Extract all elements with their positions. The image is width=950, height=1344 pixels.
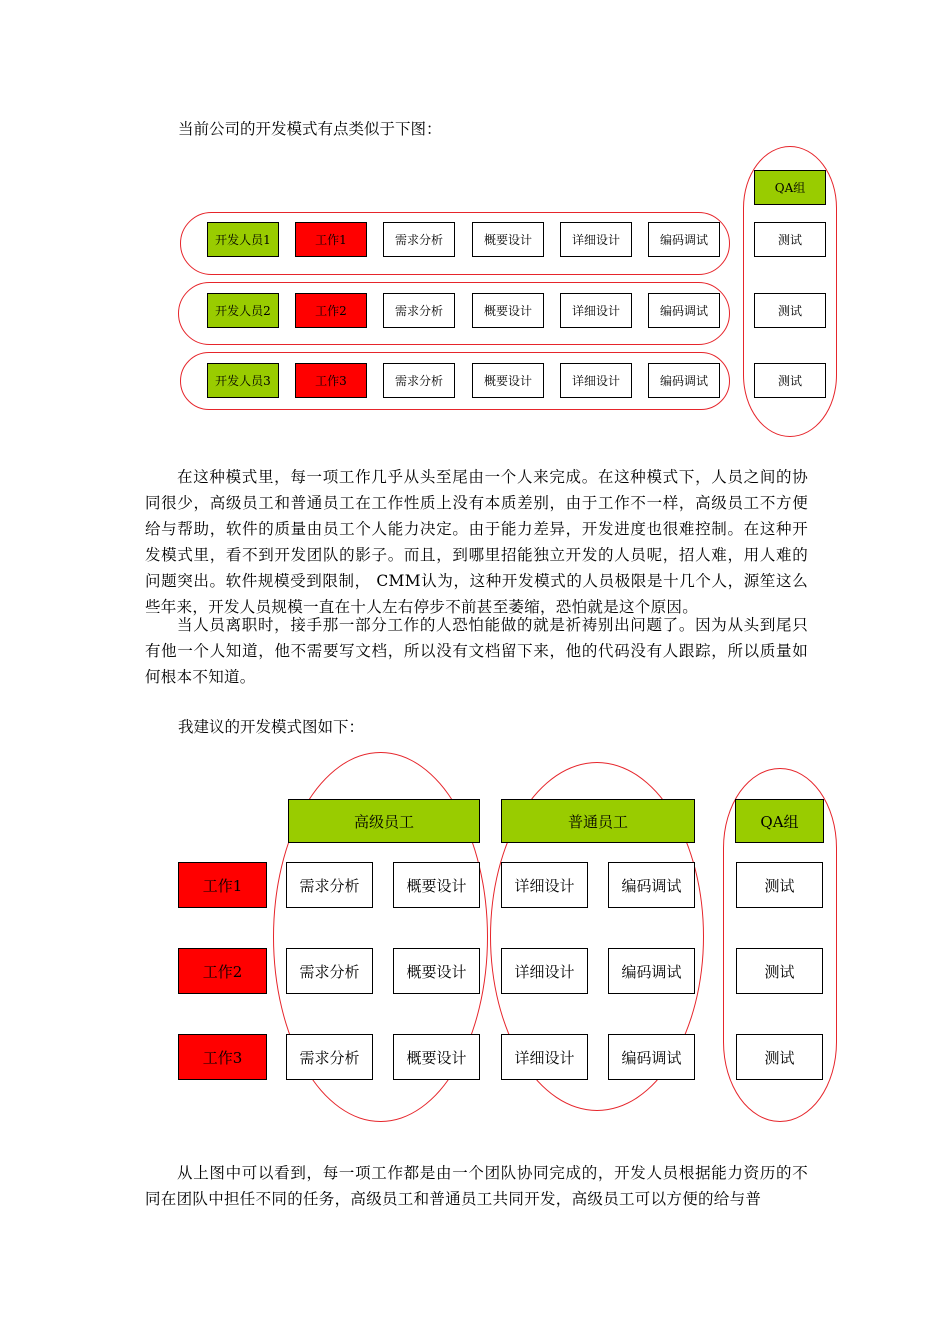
work-1-box: 工作1 [178, 862, 267, 908]
developer-2-box: 开发人员2 [207, 293, 279, 328]
test-box: 测试 [736, 948, 823, 994]
regular-staff-header: 普通员工 [501, 799, 695, 843]
test-box: 测试 [754, 363, 826, 398]
step-outline-design-box: 概要设计 [472, 222, 544, 257]
step-coding-box: 编码调试 [608, 1034, 695, 1080]
step-detail-design-box: 详细设计 [560, 222, 632, 257]
qa-group-header: QA组 [735, 799, 824, 843]
work-2-box: 工作2 [178, 948, 267, 994]
step-outline-design-box: 概要设计 [472, 293, 544, 328]
developer-1-box: 开发人员1 [207, 222, 279, 257]
paragraph-proposed-mode-analysis: 从上图中可以看到，每一项工作都是由一个团队协同完成的，开发人员根据能力资历的不同在团队中担任不同的任务，高级员工和普通员工共同开发，高级员工可以方便的给与普 [145, 1164, 808, 1208]
step-detail-design-box: 详细设计 [501, 948, 588, 994]
step-requirements-box: 需求分析 [383, 363, 455, 398]
senior-staff-header: 高级员工 [288, 799, 480, 843]
test-box: 测试 [736, 862, 823, 908]
step-coding-box: 编码调试 [608, 862, 695, 908]
test-box: 测试 [736, 1034, 823, 1080]
developer-3-box: 开发人员3 [207, 363, 279, 398]
intro-current-mode: 当前公司的开发模式有点类似于下图： [178, 120, 442, 138]
step-requirements-box: 需求分析 [286, 948, 373, 994]
test-box: 测试 [754, 293, 826, 328]
step-requirements-box: 需求分析 [286, 862, 373, 908]
step-requirements-box: 需求分析 [286, 1034, 373, 1080]
test-box: 测试 [754, 222, 826, 257]
work-1-box: 工作1 [295, 222, 367, 257]
qa-group-header: QA组 [754, 170, 826, 205]
work-3-box: 工作3 [295, 363, 367, 398]
step-coding-box: 编码调试 [648, 222, 720, 257]
step-detail-design-box: 详细设计 [501, 862, 588, 908]
step-outline-design-box: 概要设计 [393, 862, 480, 908]
work-3-box: 工作3 [178, 1034, 267, 1080]
paragraph-staff-turnover: 当人员离职时，接手那一部分工作的人恐怕能做的就是祈祷别出问题了。因为从头到尾只有他一个人知道，他不需要写文档，所以没有文档留下来，他的代码没有人跟踪，所以质量如何根本不知道。 [145, 616, 808, 686]
step-outline-design-box: 概要设计 [472, 363, 544, 398]
step-coding-box: 编码调试 [648, 363, 720, 398]
step-outline-design-box: 概要设计 [393, 1034, 480, 1080]
step-detail-design-box: 详细设计 [560, 363, 632, 398]
step-requirements-box: 需求分析 [383, 222, 455, 257]
step-requirements-box: 需求分析 [383, 293, 455, 328]
work-2-box: 工作2 [295, 293, 367, 328]
step-coding-box: 编码调试 [608, 948, 695, 994]
intro-proposed-mode: 我建议的开发模式图如下： [178, 718, 365, 736]
step-detail-design-box: 详细设计 [560, 293, 632, 328]
paragraph-current-mode-analysis: 在这种模式里，每一项工作几乎从头至尾由一个人来完成。在这种模式下，人员之间的协同很少，高级员工和普通员工在工作性质上没有本质差别，由于工作不一样，高级员工不方便给与帮助，软件的质量由员工个人能力决定。由于能力差异，开发进度也很难控制。在这种开发模式里，看不到开发团队的影子。而且，到哪里招能独立开发的人员呢，招人难，用人难的问题突出。软件规模受到限制， CMM认为，这种开发模式的人员极限是十几个人，源笙这么些年来，开发人员规模一直在十人左右停步不前甚至萎缩，恐怕就是这个原因。 [145, 468, 808, 616]
step-coding-box: 编码调试 [648, 293, 720, 328]
step-outline-design-box: 概要设计 [393, 948, 480, 994]
step-detail-design-box: 详细设计 [501, 1034, 588, 1080]
